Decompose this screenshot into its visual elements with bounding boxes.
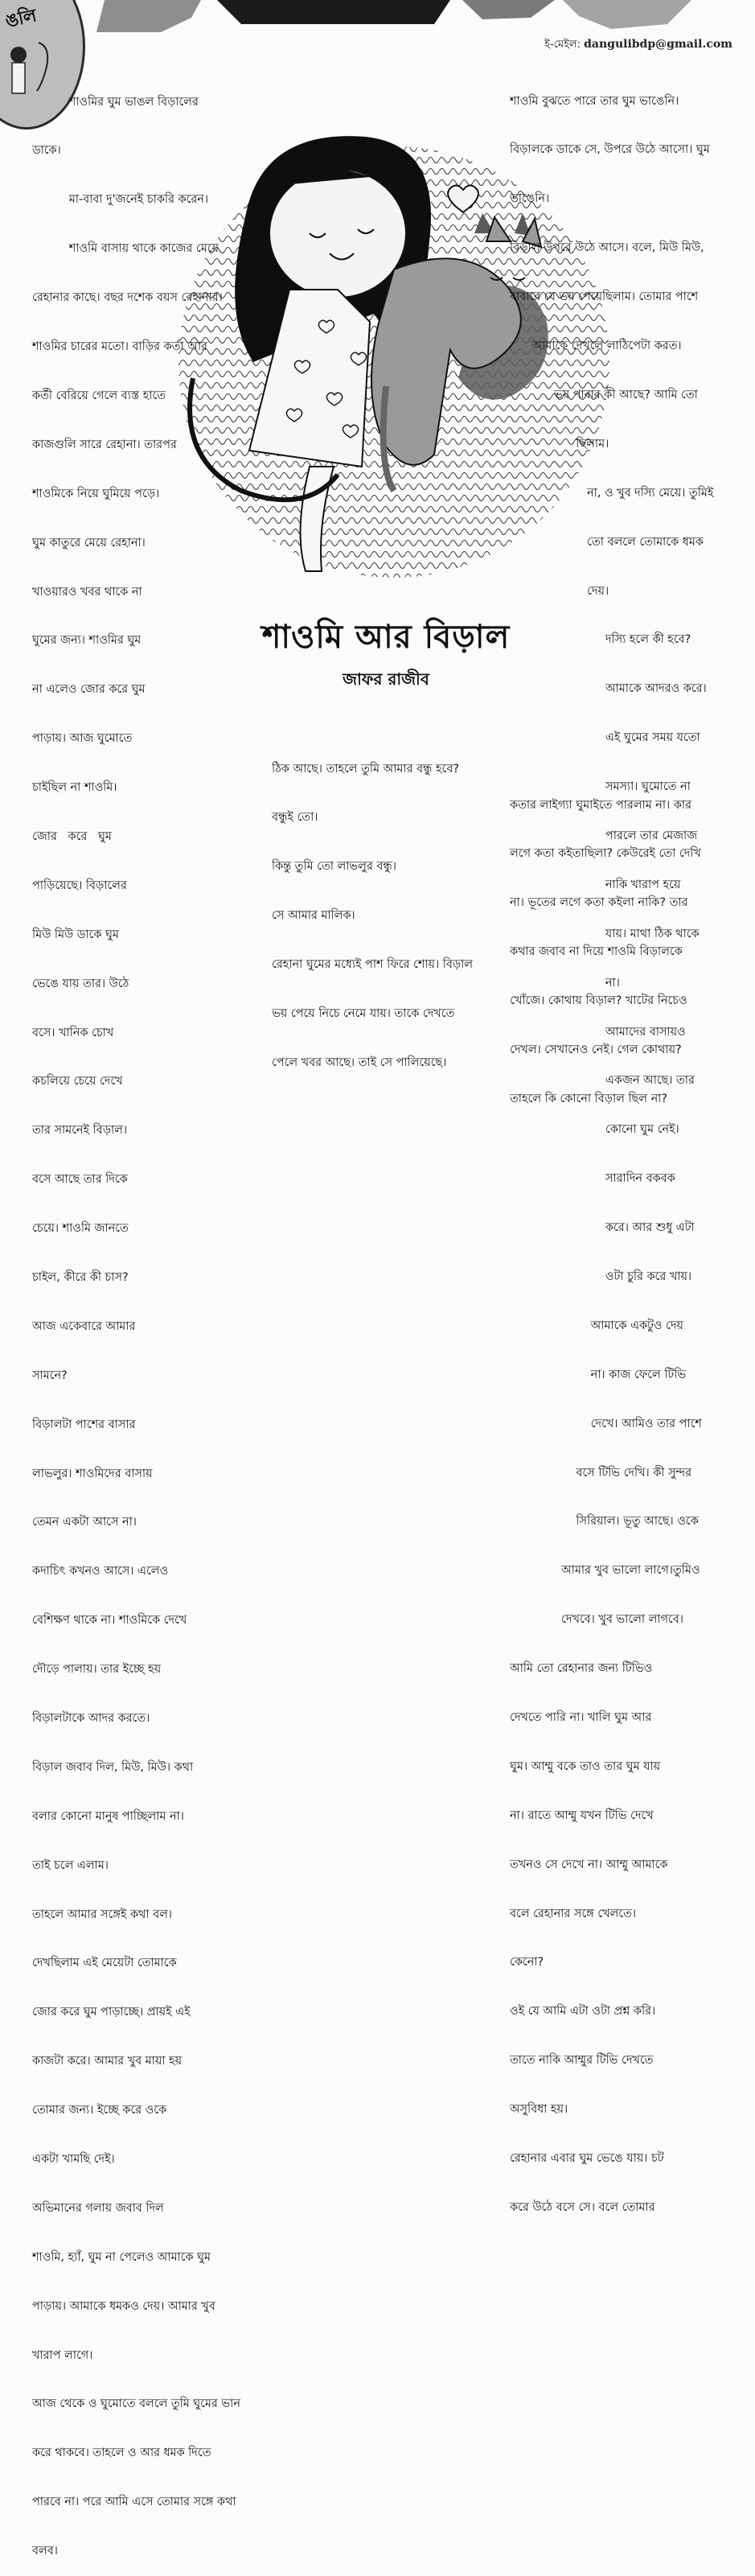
story-line: ভাঙেনি। xyxy=(510,192,550,206)
story-line: বলে রেহানার সঙ্গে খেলতে। xyxy=(510,1907,636,1920)
story-line: বেশিক্ষণ থাকে না। শাওমিকে দেখে xyxy=(32,1614,187,1627)
story-column-bottom-middle xyxy=(272,728,473,1088)
email-address: dangulibdp@gmail.com xyxy=(584,38,732,51)
story-line: পারলে তার মেজাজ xyxy=(510,829,698,842)
story-line: লগে কতা কইতাছিলা? কেউরেই তো দেখি xyxy=(510,847,701,861)
story-line: দেখতে পারি না। খালি ঘুম আর xyxy=(510,1710,652,1724)
story-line: তোমার জন্য। ইচ্ছে করে ওকে xyxy=(32,2104,167,2117)
story-line: কাজগুলি সারে রেহানা। তারপর xyxy=(32,438,177,451)
story-line: কর্তী বেরিয়ে গেলে ব্যস্ত হাতে xyxy=(32,389,166,402)
story-line: আমি তো রেহানার জন্য টিভিও xyxy=(510,1662,653,1676)
story-line: শাওমির ঘুম ভাঙল বিড়ালের xyxy=(32,95,199,109)
story-line: না, ও খুব দস্যি মেয়ে। তুমিই xyxy=(510,486,714,500)
story-column-right xyxy=(510,60,713,2232)
story-line: করে উঠে বসে সে। বলে তোমার xyxy=(510,2200,655,2214)
story-line: চেয়ে। শাওমি জানতে xyxy=(32,1222,129,1236)
email-label: ই-মেইল: xyxy=(544,39,581,51)
story-line: দেখবে। খুব ভালো লাগবে। xyxy=(510,1613,683,1627)
masthead xyxy=(0,0,755,32)
story-line: আমাদের বাসায়ও xyxy=(510,1025,686,1039)
story-line: আমার খুব ভালো লাগে।তুমিও xyxy=(510,1564,700,1578)
story-line: বিড়ালটাকে আদর করতে। xyxy=(32,1711,150,1725)
story-line: তাই চলে এলাম। xyxy=(32,1858,109,1872)
story-line: পাড়ায়। আমাকে ধমকও দেয়। আমার খুব xyxy=(32,2299,215,2313)
story-line: ওই যে আমি এটা ওটা প্রশ্ন করি। xyxy=(510,2005,656,2018)
story-line: দস্যি হলে কী হবে? xyxy=(510,633,691,647)
story-line: বলব। xyxy=(32,2545,58,2558)
story-line: চাইল, কীরে কী চাস? xyxy=(32,1270,129,1284)
story-line: খাওয়ারও খবর থাকে না xyxy=(32,585,142,599)
story-line: সমস্যা। ঘুমোতে না xyxy=(510,780,691,794)
story-line: বিড়াল জবাব দিল, মিউ, মিউ। কথা xyxy=(32,1760,194,1774)
story-line: বন্ধুই তো। xyxy=(272,811,318,825)
story-line: তখনও সে দেখে না। আম্মু আমাকে xyxy=(510,1858,668,1871)
story-line: সে আমার মালিক। xyxy=(272,909,355,923)
story-line: না। xyxy=(510,976,620,990)
story-line: তাহলে কি কোনো বিড়াল ছিল না? xyxy=(510,1092,667,1105)
story-line: ঠিক আছে। তাহলে তুমি আমার বন্ধু হবে? xyxy=(272,762,459,776)
story-line: একটা খামছি দেই। xyxy=(32,2153,115,2166)
story-line: জোর করে ঘুম xyxy=(32,829,112,843)
story-line: শাওমির চারের মতো। বাড়ির কর্তা আর xyxy=(32,340,207,354)
story-line: কাজটা করে। আমার খুব মায়া হয় xyxy=(32,2055,183,2068)
story-line: ঘুম। আম্মু বকে তাও তার ঘুম যায় xyxy=(510,1759,661,1773)
story-line: শাওমি, হ্যাঁ, ঘুম না পেলেও আমাকে ঘুম xyxy=(32,2250,211,2264)
story-line: চাইছিল না শাওমি। xyxy=(32,781,117,795)
section-logo-text: ঙলি xyxy=(3,6,39,32)
story-line: তার সামনেই বিড়াল। xyxy=(32,1124,128,1138)
story-line: বাবারে যে ভয় পেয়েছিলাম। তোমার পাশে xyxy=(510,290,699,304)
story-line: ছিলাম। xyxy=(510,437,609,451)
story-line: পাড়ায়। আজ ঘুমোতে xyxy=(32,732,133,746)
story-line: অভিমানের গলায় জবাব দিল xyxy=(32,2201,164,2215)
story-line: দেখে। আমিও তার পাশে xyxy=(510,1417,702,1430)
story-column-left xyxy=(32,61,240,2576)
story-line: তাহলে আমার সঙ্গেই কথা বল। xyxy=(32,1907,172,1921)
story-line: ঘুম কাতুরে মেয়ে রেহানা। xyxy=(32,536,146,549)
story-line: খারাপ লাগে। xyxy=(32,2348,93,2362)
story-line: খোঁজে। কোথায় বিড়াল? খাটের নিচেও xyxy=(510,994,687,1008)
story-line: সিরিয়াল। ভূতু আছে। ওকে xyxy=(510,1515,699,1529)
story-line: তো বললে তোমাকে ধমক xyxy=(510,535,704,549)
story-line: লাভলুর। শাওমিদের বাসায় xyxy=(32,1467,153,1480)
story-line: রেহানার এবার ঘুম ভেঙে যায়। চট xyxy=(510,2152,664,2165)
story-line: ওটা চুরি করে খায়। xyxy=(510,1269,692,1283)
story-line: জোর করে ঘুম পাড়াচ্ছে। প্রায়ই এই xyxy=(32,2006,191,2019)
story-line: আমাকে দেখলে লাঠিপেটা করত। xyxy=(510,339,682,353)
story-line: মিউ মিউ ডাকে ঘুম xyxy=(32,928,119,941)
story-line: নাকি খারাপ হয়ে xyxy=(510,878,681,891)
story-line: কদাচিৎ কখনও আসে। এলেও xyxy=(32,1565,169,1578)
story-line: ভয় পাবার কী আছে? আমি তো xyxy=(510,388,698,401)
story-column-bottom-right xyxy=(510,764,701,1124)
story-line: বসে আছে তার দিকে xyxy=(32,1173,128,1187)
story-line: করে থাকবে। তাহলে ও আর ধমক দিতে xyxy=(32,2446,211,2460)
story-line: বিড়ালকে ডাকে সে, উপরে উঠে আসো। ঘুম xyxy=(510,143,710,157)
story-line: আজ থেকে ও ঘুমোতে বললে তুমি ঘুমের ভান xyxy=(32,2397,240,2411)
girl-face xyxy=(269,169,406,298)
story-line: কোনো ঘুম নেই। xyxy=(510,1123,679,1137)
story-line: সামনে? xyxy=(32,1368,68,1382)
story-line: কিন্তু তুমি তো লাভলুর বন্ধু। xyxy=(272,860,396,874)
story-line: না। ভূতের লগে কতা কইলা নাকি? তার xyxy=(510,896,688,910)
story-line: বসে টিভি দেখি। কী সুন্দর xyxy=(510,1466,691,1479)
story-line: যায়। মাথা ঠিক থাকে xyxy=(510,927,700,940)
story-line: দেখল। সেখানেও নেই। গেল কোথায়? xyxy=(510,1043,682,1057)
story-line: কেনো? xyxy=(510,1956,544,1969)
story-line: কতার লাইগ্যা ঘুমাইতে পারলাম না। কার xyxy=(510,798,691,812)
story-line: ঘুমের জন্য। শাওমির ঘুম xyxy=(32,634,142,648)
story-line: তেমন একটা আসে না। xyxy=(32,1516,137,1529)
story-line: কচলিয়ে চেয়ে দেখে xyxy=(32,1075,123,1088)
story-author: জাফর রাজীব xyxy=(343,669,429,689)
story-line: ডাকে। xyxy=(32,144,61,158)
story-line: রেহানার কাছে। বছর দশেক বয়স রেহানার। xyxy=(32,291,223,305)
story-line: অসুবিধা হয়। xyxy=(510,2103,568,2117)
story-line: দেয়। xyxy=(510,584,609,598)
story-line: এই ঘুমের সময় যতো xyxy=(510,731,700,745)
story-line: একজন আছে। তার xyxy=(510,1074,695,1088)
story-line: বিড়াল উপরে উঠে আসে। বলে, মিউ মিউ, xyxy=(510,241,704,255)
story-line: কথার জবাব না দিয়ে শাওমি বিড়ালকে xyxy=(510,945,683,959)
story-line: ভেঙে যায় তার। উঠে xyxy=(32,977,129,990)
email-line xyxy=(544,37,732,54)
story-line: করে। আর শুধু এটা xyxy=(510,1221,695,1235)
story-line: শাওমিকে নিয়ে ঘুমিয়ে পড়ে। xyxy=(32,487,160,500)
story-line: সারাদিন বকবক xyxy=(510,1172,675,1186)
story-line: পাড়িয়েছে। বিড়ালের xyxy=(32,879,127,892)
story-line: তাতে নাকি আম্মুর টিভি দেখতে xyxy=(510,2054,654,2068)
story-line: পারবে না। পরে আমি এসে তোমার সঙ্গে কথা xyxy=(32,2496,236,2509)
story-line: বলার কোনো মানুষ পাচ্ছিলাম না। xyxy=(32,1809,184,1823)
story-line: শাওমি বুঝতে পারে তার ঘুম ভাঙেনি। xyxy=(510,94,679,108)
story-line: না এলেও জোর করে ঘুম xyxy=(32,683,146,697)
masthead-banner-shape xyxy=(0,0,755,32)
story-line: আমাকে আদরও করে। xyxy=(510,682,707,696)
story-line: বসে। খানিক চোখ xyxy=(32,1026,114,1039)
story-line: বিড়ালটা পাশের বাসার xyxy=(32,1418,136,1431)
story-line: ভয় পেয়ে নিচে নেমে যায়। তাকে দেখতে xyxy=(272,1007,455,1021)
story-line: না। কাজ ফেলে টিভি xyxy=(510,1368,687,1381)
story-line: আজ একেবারে আমার xyxy=(32,1319,136,1333)
story-line: দেখছিলাম এই মেয়েটা তোমাকে xyxy=(32,1957,177,1970)
story-line: আমাকে একটুও দেয় xyxy=(510,1319,683,1332)
story-line: না। রাতে আম্মু যখন টিভি দেখে xyxy=(510,1809,654,1822)
story-line: দৌড়ে পালায়। তার ইচ্ছে হয় xyxy=(32,1663,162,1677)
story-line: শাওমি বাসায় থাকে কাজের মেয়ে xyxy=(32,242,220,256)
story-line: মা-বাবা দু'জনেই চাকরি করেন। xyxy=(32,193,208,207)
story-line: পেলে খবর আছে। তাই সে পালিয়েছে। xyxy=(272,1056,447,1069)
story-line: রেহানা ঘুমের মধ্যেই পাশ ফিরে শোয়। বিড়াল xyxy=(272,958,474,972)
story-title: শাওমি আর বিড়াল xyxy=(261,619,511,656)
